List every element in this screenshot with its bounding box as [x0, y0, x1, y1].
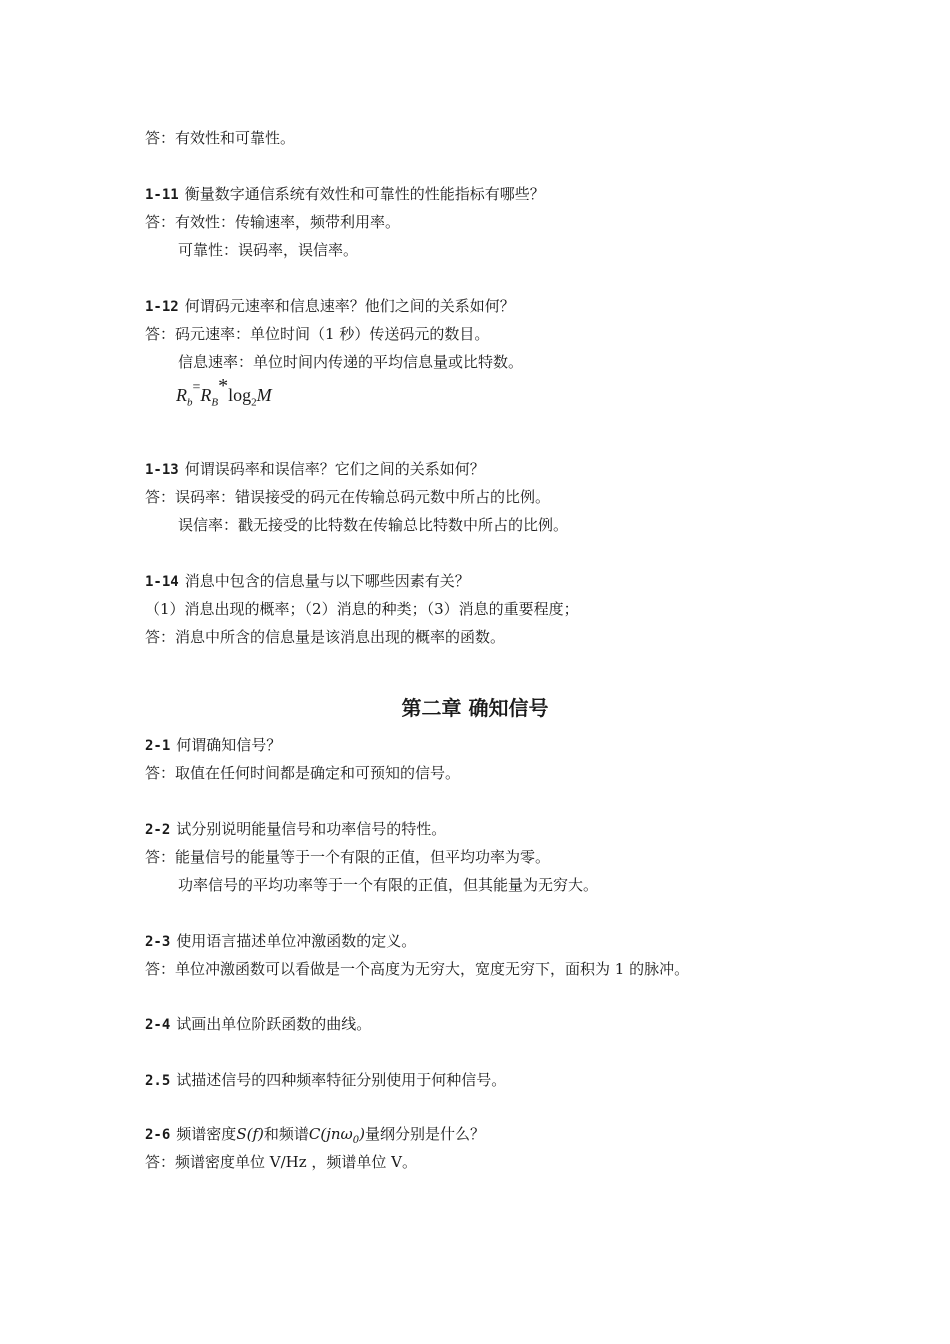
question-text: 使用语言描述单位冲激函数的定义。: [176, 932, 417, 950]
question-text: 消息中包含的信息量与以下哪些因素有关？: [184, 572, 470, 590]
question-1-12: [145, 296, 515, 317]
question-2-6: 2-6 频谱密度S(f)和频谱C(jnω$_0$)量纲分别是什么？: [145, 1125, 485, 1146]
question-number: 2-2: [145, 822, 171, 838]
answer-2-3: 答：单位冲激函数可以看做是一个高度为无穷大，宽度无穷下，面积为 1 的脉冲。: [145, 960, 690, 978]
question-text: 何谓码元速率和信息速率？他们之间的关系如何？: [184, 297, 515, 315]
question-number: 1-11: [145, 187, 179, 203]
answer-1-11-a: 答：有效性：传输速率，频带利用率。: [145, 213, 401, 231]
question-text: 试分别说明能量信号和功率信号的特性。: [176, 820, 447, 838]
answer-1-11-b: 可靠性：误码率，误信率。: [178, 241, 359, 259]
answer-2-2-a: 答：能量信号的能量等于一个有限的正值，但平均功率为零。: [145, 848, 551, 866]
answer-2-6: 答：频谱密度单位 V/Hz ，频谱单位 V。: [145, 1153, 418, 1171]
question-number: 2-6: [145, 1127, 171, 1143]
question-1-14: [145, 571, 470, 592]
answer-2-2-b: 功率信号的平均功率等于一个有限的正值，但其能量为无穷大。: [178, 876, 599, 894]
question-text: 何谓误码率和误信率？它们之间的关系如何？: [184, 460, 485, 478]
question-2-2: [145, 819, 446, 840]
answer-2-1: 答：取值在任何时间都是确定和可预知的信号。: [145, 764, 461, 782]
question-text: 试画出单位阶跃函数的曲线。: [176, 1015, 372, 1033]
question-number: 1-12: [145, 299, 179, 315]
question-number: 2.5: [145, 1073, 171, 1089]
answer-1-13-a: 答：误码率：错误接受的码元在传输总码元数中所占的比例。: [145, 488, 551, 506]
options-1-14: （1）消息出现的概率；（2）消息的种类；（3）消息的重要程度；: [145, 600, 579, 618]
question-number: 1-13: [145, 462, 179, 478]
question-text: 衡量数字通信系统有效性和可靠性的性能指标有哪些？: [184, 185, 545, 203]
spectral-density-symbol: S(f): [236, 1125, 264, 1143]
spectrum-symbol: C(jnω$_0$): [308, 1125, 365, 1146]
answer-1-12-b: 信息速率：单位时间内传递的平均信息量或比特数。: [178, 353, 524, 371]
question-text: 试描述信号的四种频率特征分别使用于何种信号。: [176, 1071, 507, 1089]
question-number: 2-4: [145, 1017, 171, 1033]
question-number: 2-3: [145, 934, 171, 950]
line-answer-1-10: 答：有效性和可靠性。: [145, 129, 296, 147]
question-2-4: [145, 1014, 371, 1035]
formula-rate-relation: $R_b^=R_B*\log_2M$: [176, 375, 272, 409]
question-number: 1-14: [145, 574, 179, 590]
question-1-13: [145, 459, 485, 480]
answer-1-12-a: 答：码元速率：单位时间（1 秒）传送码元的数目。: [145, 325, 490, 343]
question-text: 何谓确知信号？: [176, 736, 282, 754]
answer-1-13-b: 误信率：戳无接受的比特数在传输总比特数中所占的比例。: [178, 516, 569, 534]
question-2-3: [145, 931, 416, 952]
question-number: 2-1: [145, 738, 171, 754]
answer-1-14: 答：消息中所含的信息量是该消息出现的概率的函数。: [145, 628, 506, 646]
question-2-5: [145, 1070, 506, 1091]
chapter-title: 第二章 确知信号: [401, 696, 549, 720]
question-1-11: [145, 184, 545, 205]
question-2-1: [145, 735, 281, 756]
